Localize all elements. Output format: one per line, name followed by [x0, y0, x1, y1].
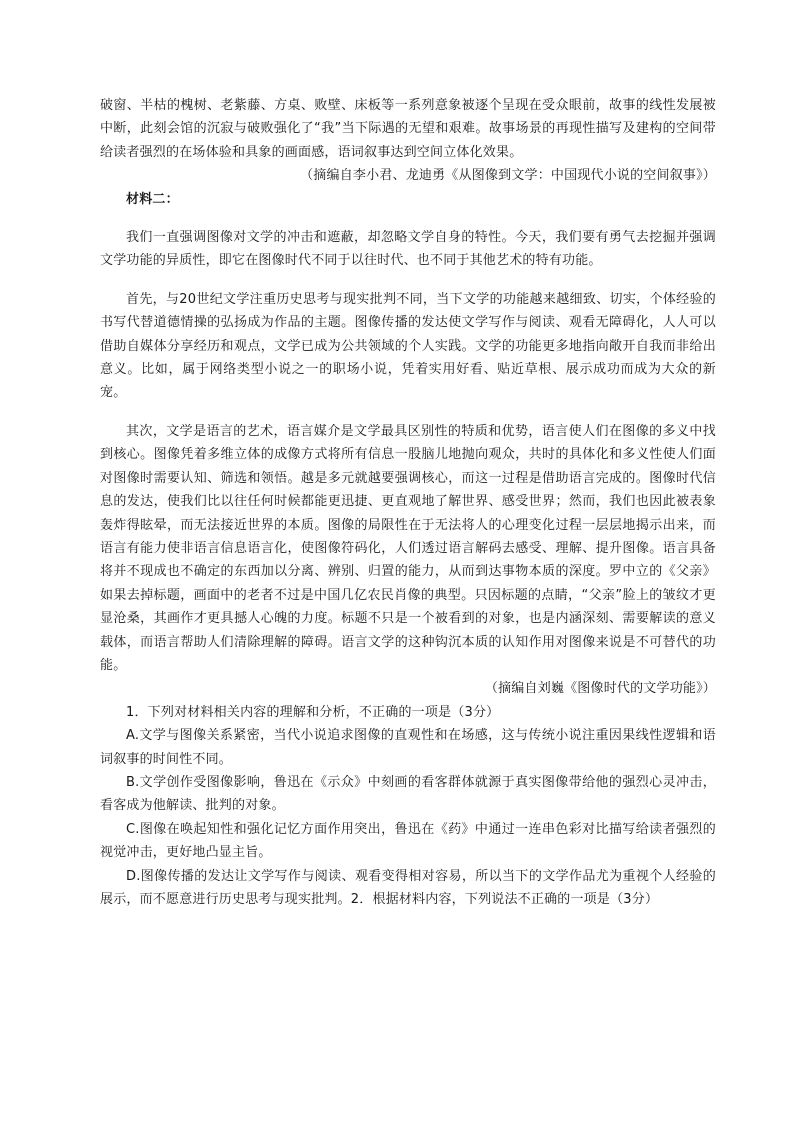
material-2-paragraph-3: 其次，文学是语言的艺术，语言媒介是文学最具区别性的特质和优势，语言使人们在图像的多义中找到核心。图像凭着多维立体的成像方式将所有信息一股脑儿地抛向观众，共时的具体化和多义性使人们面对图像时需要认知、筛选和领悟。越是多元就越要强调核心，而这一过程是借助语言完成的。图像时代信息的发达，使我们比以往任何时候都能更迅捷、更直观地了解世界、感受世界；然而，我们也因此被表象轰炸得眩晕，而无法接近世界的本质。图像的局限性在于无法将人的心理变化过程一层层地揭示出来，而语言有能力使非语言信息语言化，使图像符码化，人们透过语言解码去感受、理解、提升图像。语言具备将并不现成也不确定的东西加以分离、辨别、归置的能力，从而到达事物本质的深度。罗中立的《父亲》如果去掉标题，画面中的老者不过是中国几亿农民肖像的典型。只因标题的点睛，“父亲”脸上的皱纹才更显沧桑，其画作才更具撼人心魄的力度。标题不只是一个被看到的对象，也是内涵深刻、需要解读的意义载体，而语言帮助人们清除理解的障碍。语言文学的这种钩沉本质的认知作用对图像来说是不可替代的功能。: [100, 423, 716, 673]
material-2-paragraph-1: 我们一直强调图像对文学的冲击和遮蔽，却忽略文学自身的特性。今天，我们要有勇气去挖掘并强调文学功能的异质性，即它在图像时代不同于以往时代、也不同于其他艺术的特有功能。: [100, 230, 716, 269]
option-c: C.图像在唤起知性和强化记忆方面作用突出，鲁迅在《药》中通过一连串色彩对比描写给读者强烈的视觉冲击，更好地凸显主旨。: [100, 821, 716, 861]
option-d: D.图像传播的发达让文学写作与阅读、观看变得相对容易，所以当下的文学作品尤为重视个人经验的展示，而不愿意进行历史思考与现实批判。2．根据材料内容，下列说法不正确的一项是（3分）: [100, 868, 716, 907]
intro-paragraph: 破窗、半枯的槐树、老紫藤、方桌、败壁、床板等一系列意象被逐个呈现在受众眼前，故事的线性发展被中断，此刻会馆的沉寂与破败强化了“我”当下际遇的无望和艰难。故事场景的再现性描写及建构的空间带给读者强烈的在场体验和具象的画面感，语词叙事达到空间立体化效果。: [100, 98, 716, 160]
document-page: [100, 94, 716, 911]
source-citation-2: （摘编自刘巍《图像时代的文学功能》）: [484, 681, 716, 697]
source-citation-1: （摘编自李小君、龙迪勇《从图像到文学：中国现代小说的空间叙事》）: [300, 168, 716, 184]
material-2-paragraph-2: 首先，与20世纪文学注重历史思考与现实批判不同，当下文学的功能越来越细致、切实，个体经验的书写代替道德情操的弘扬成为作品的主题。图像传播的发达使文学写作与阅读、观看无障碍化，人人可以借助自媒体分享经历和观点，文学已成为公共领域的个人实践。文学的功能更多地指向敞开自我而非给出意义。比如，属于网络类型小说之一的职场小说，凭着实用好看、贴近草根、展示成功而成为大众的新宠。: [100, 291, 716, 401]
section-heading-material-2: 材料二：: [126, 191, 179, 207]
option-a: A.文学与图像关系紧密，当代小说追求图像的直观性和在场感，这与传统小说注重因果线性逻辑和语词叙事的时间性不同。: [100, 728, 716, 767]
option-b: B.文学创作受图像影响，鲁迅在《示众》中刻画的看客群体就源于真实图像带给他的强烈心灵冲击，看客成为他解读、批判的对象。: [100, 774, 716, 814]
question-1: 1．下列对材料相关内容的理解和分析，不正确的一项是（3分）: [126, 704, 500, 720]
